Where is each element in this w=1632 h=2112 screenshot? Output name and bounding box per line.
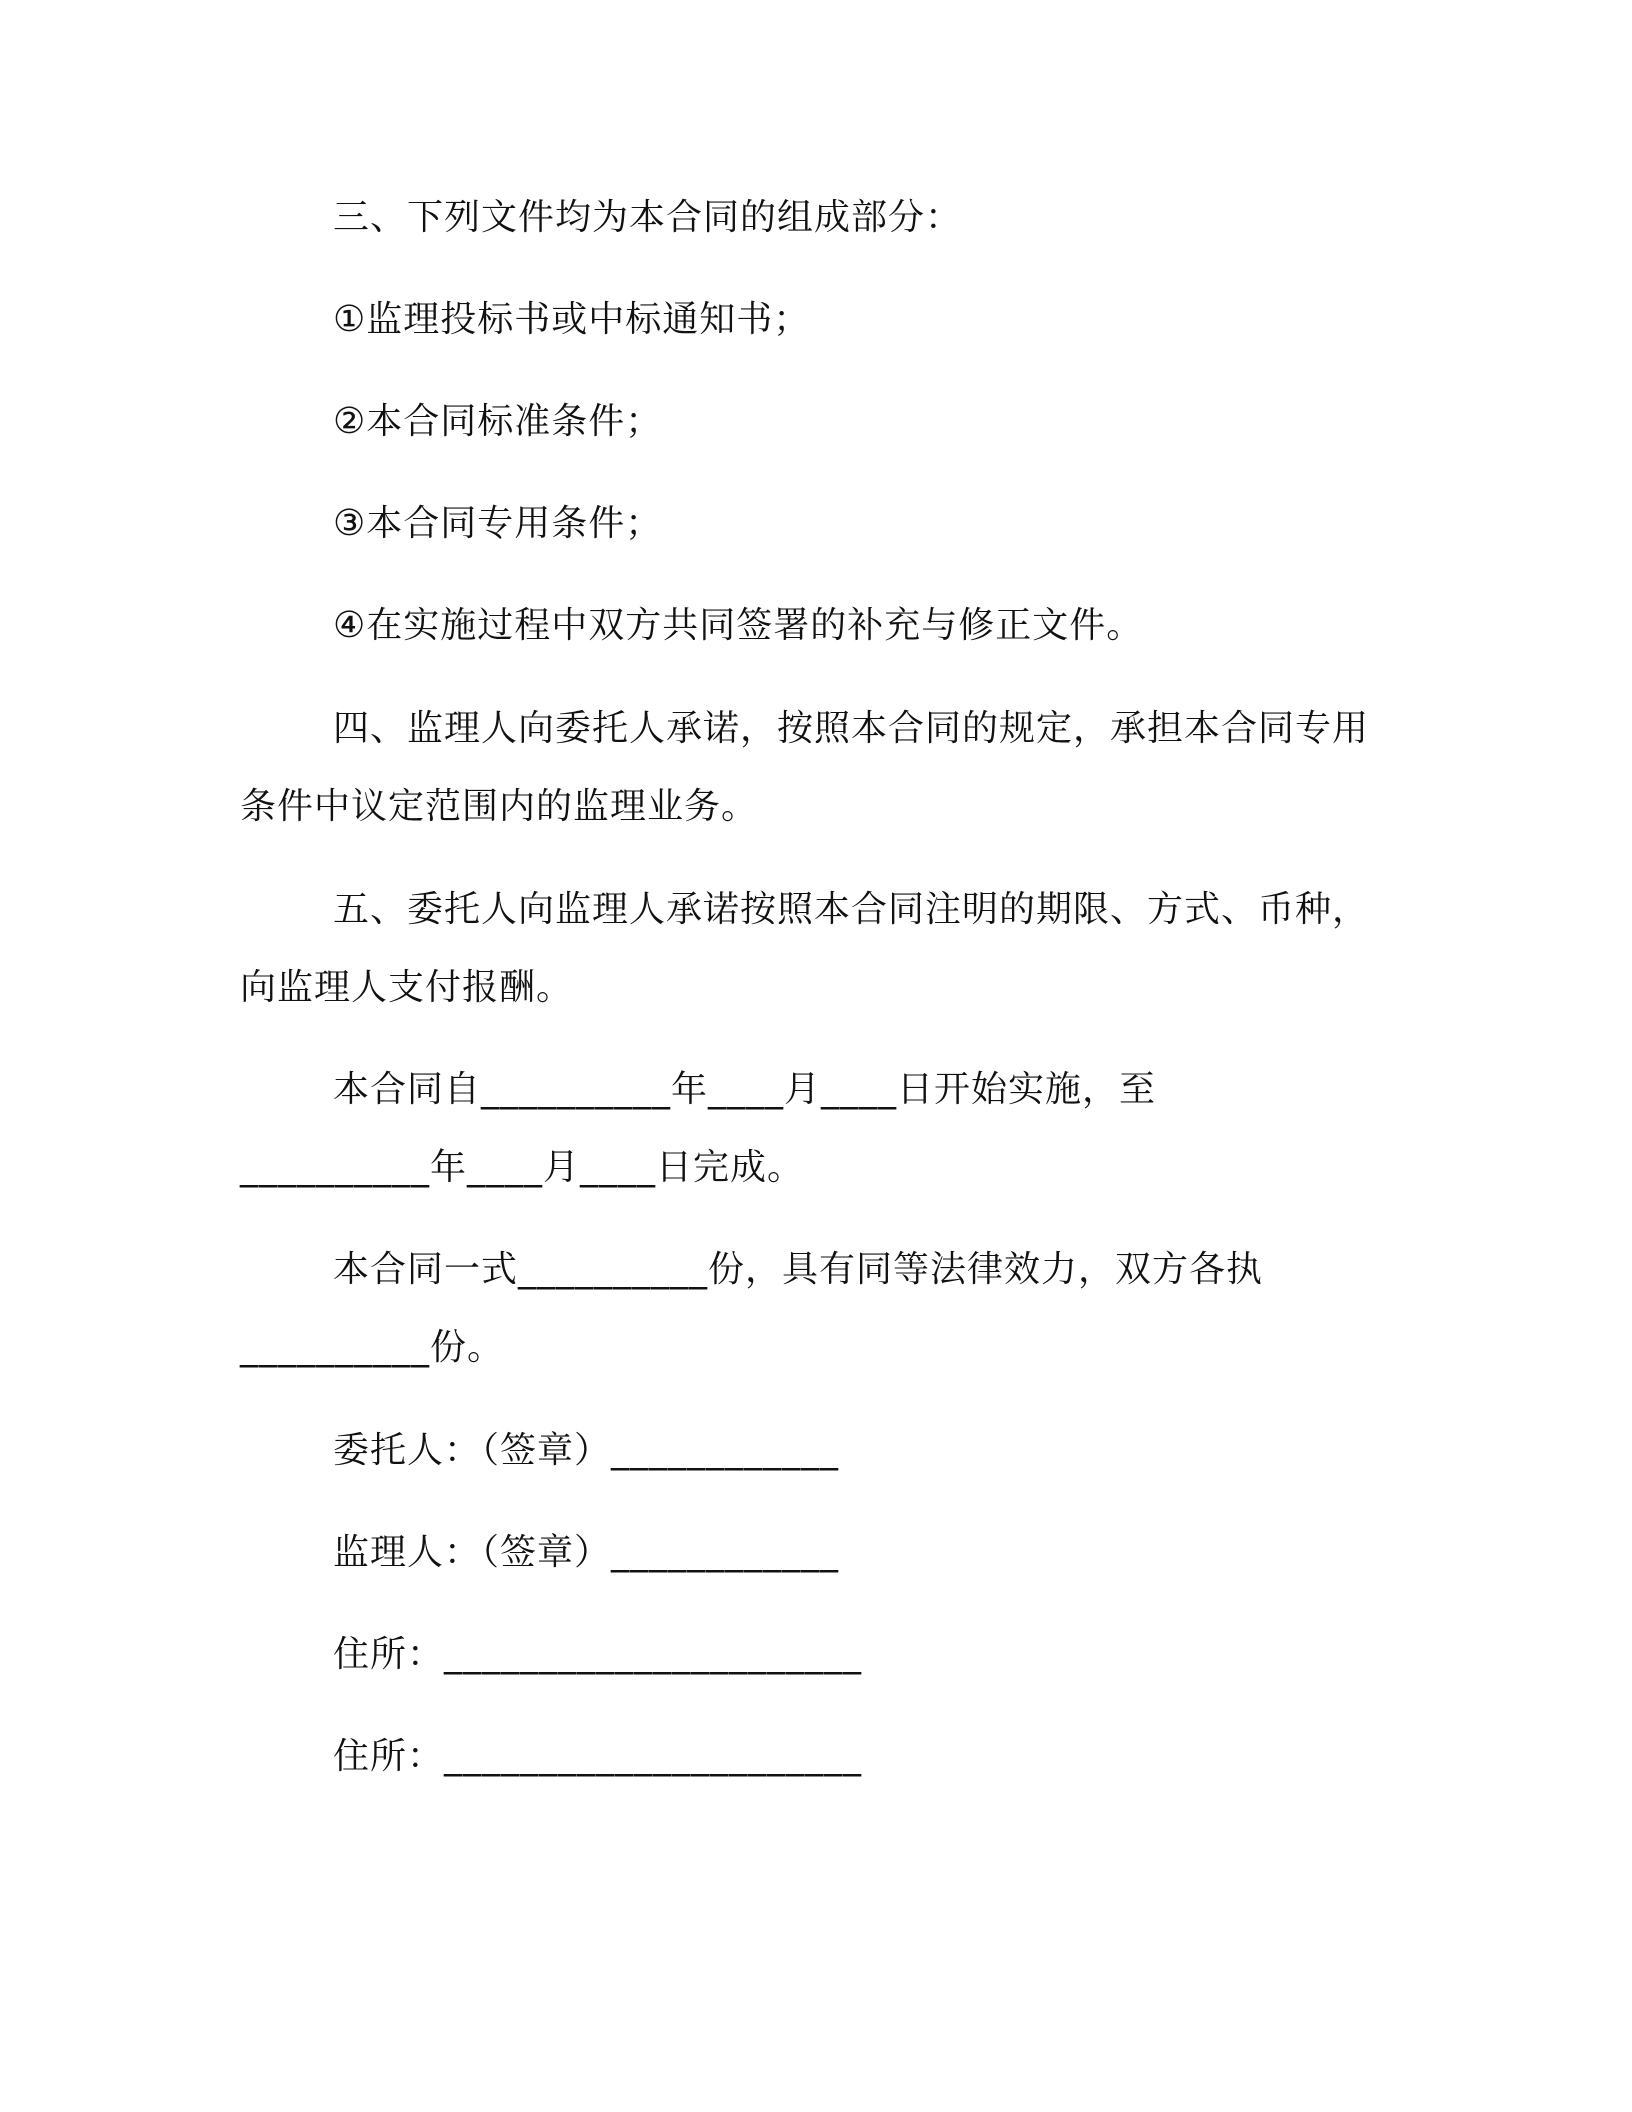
section-4-line-2: 条件中议定范围内的监理业务。 [240,786,759,827]
supervisor-signature-line: 监理人：（签章）____________ [333,1532,840,1573]
section-5-line-2: 向监理人支付报酬。 [240,967,574,1008]
address-line-2: 住所：______________________ [333,1736,863,1777]
client-signature-line: 委托人：（签章）____________ [333,1430,840,1471]
section-5-line-1: 五、委托人向监理人承诺按照本合同注明的期限、方式、币种， [333,889,1370,930]
section-4-line-1: 四、监理人向委托人承诺，按照本合同的规定，承担本合同专用 [333,708,1370,749]
section-3-item-1: ①监理投标书或中标通知书； [333,299,811,340]
section-3-item-4: ④在实施过程中双方共同签署的补充与修正文件。 [333,605,1144,646]
term-line-1: 本合同自__________年____月____日开始实施，至 [333,1069,1157,1110]
copies-line-1: 本合同一式__________份，具有同等法律效力，双方各执 [333,1249,1264,1290]
term-line-2: __________年____月____日完成。 [240,1147,805,1188]
copies-line-2: __________份。 [240,1327,505,1368]
section-3-heading: 三、下列文件均为本合同的组成部分： [333,197,963,238]
section-3-item-2: ②本合同标准条件； [333,401,663,442]
address-line-1: 住所：______________________ [333,1634,863,1675]
section-3-item-3: ③本合同专用条件； [333,503,663,544]
